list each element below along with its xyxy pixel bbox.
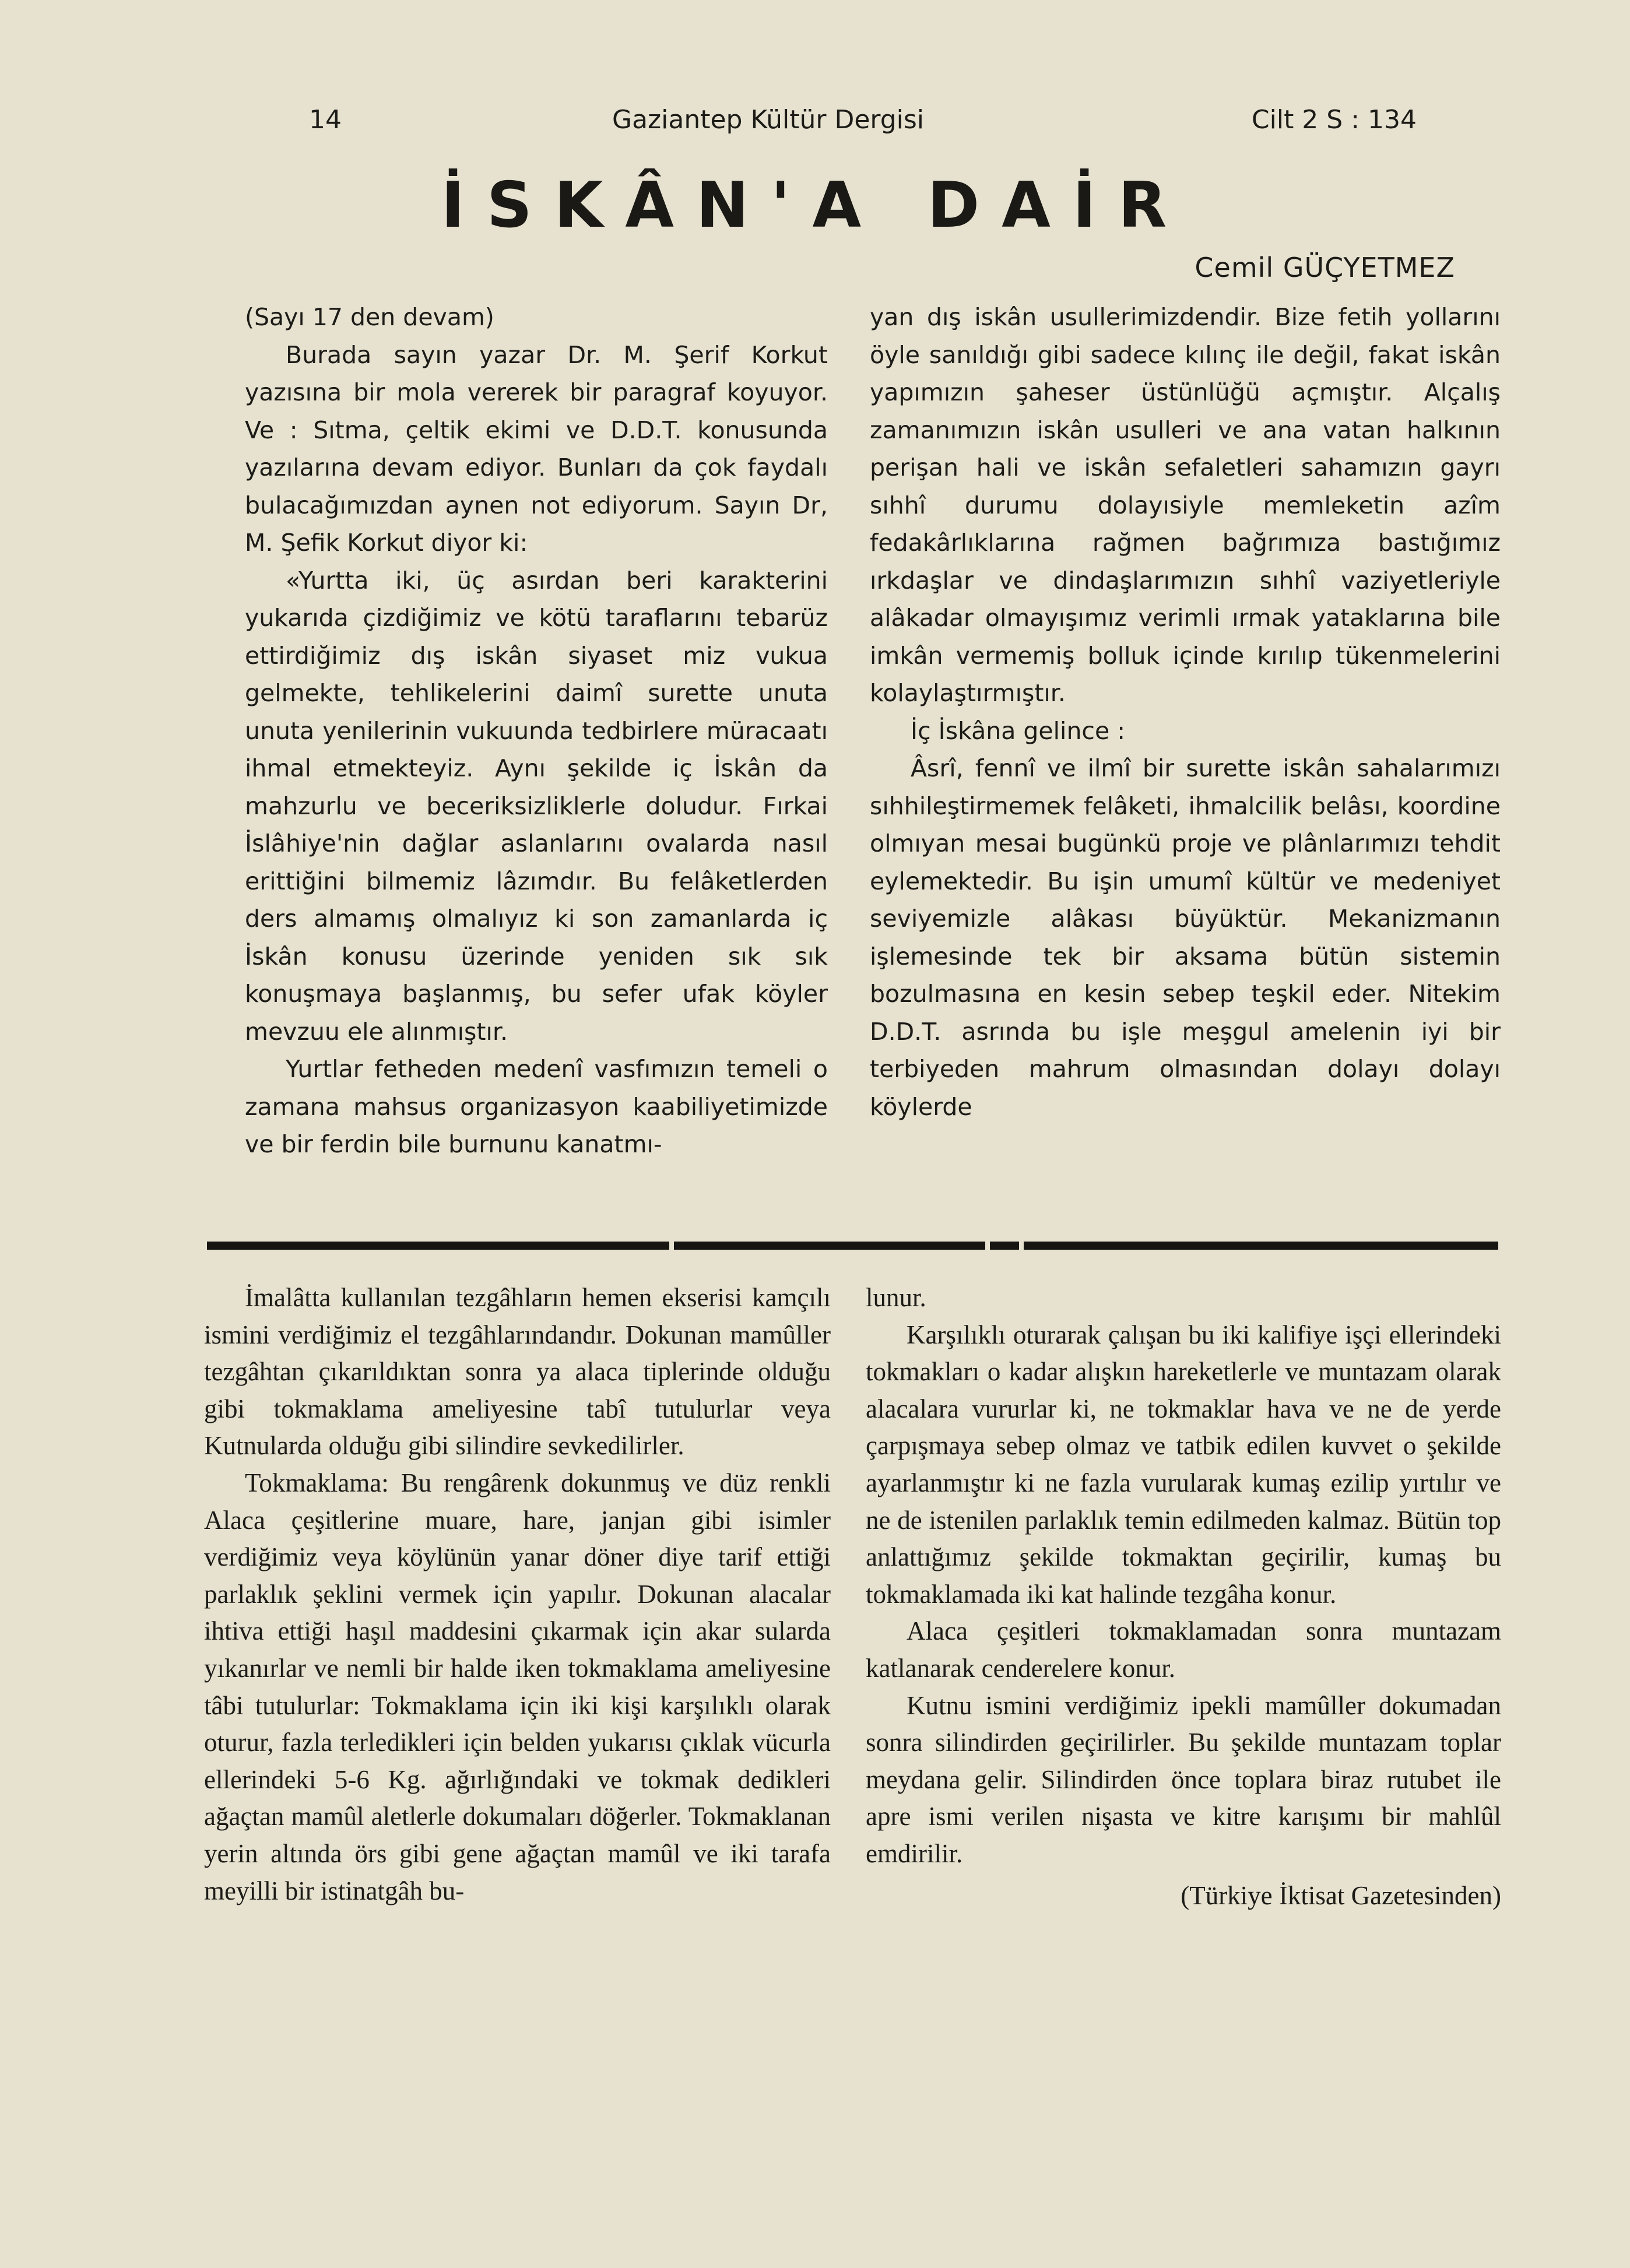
paragraph: Âsrî, fennî ve ilmî bir surette iskân sahalarımızı sıhhileştirmemek felâketi, ihmalcilik belâsı, koordine olmıyan mesai bugünkü proje ve plânlarımızı tehdit eylemektedir. Bu işin umumî kültür ve medeniyet seviyemizle alâkası büyüktür. Mekanizmanın işlemesinde tek bir aksama bütün sistemin bozulmasına en kesin sebep teşkil eder. Nitekim D.D.T. asrında bu işle meşgul amelenin iyi bir terbiyeden mahrum olmasından dolayı dolayı köylerde xyxy=(870,754,1501,1121)
paragraph: Karşılıklı oturarak çalışan bu iki kalifiye işçi ellerindeki tokmakları o kadar alışkın hareketlerle ve muntazam olarak alacalara vururlar ki, ne tokmaklar hava ve ne de yerde çarpışmaya sebep olmaz ve tatbik edilen kuvvet o şekilde ayarlanmıştır ki ne fazla vurularak kumaş ezilip yırtılır ve ne de istenilen parlaklık temin edilmeden kalmaz. Bütün top anlattığımız şekilde tokmaktan geçirilir, kumaş bu tokmaklamada iki kat halinde tezgâha konur. xyxy=(866,1320,1501,1609)
paragraph: Alaca çeşitleri tokmaklamadan sonra muntazam katlanarak cenderelere konur. xyxy=(866,1616,1501,1683)
continuation-note: (Sayı 17 den devam) xyxy=(245,303,494,331)
magazine-title: Gaziantep Kültür Dergisi xyxy=(612,105,925,135)
article-left-column xyxy=(245,298,828,1163)
second-article-right-column xyxy=(866,1279,1501,1914)
page-number: 14 xyxy=(309,105,342,135)
paragraph: Burada sayın yazar Dr. M. Şerif Korkut yazısına bir mola vererek bir paragraf koyuyor. Ve : Sıtma, çeltik ekimi ve D.D.T. konusunda yazılarına devam ediyor. Bunları da çok faydalı bulacağımızdan aynen not ediyorum. Sayın Dr, M. Şefik Korkut diyor ki: xyxy=(245,340,828,557)
article-right-column xyxy=(870,298,1501,1126)
divider-gap xyxy=(1019,1242,1024,1250)
paragraph: Kutnu ismini verdiğimiz ipekli mamûller dokumadan sonra silindirden geçirilirler. Bu şekilde muntazam toplar meydana gelir. Silindirden önce toplara biraz rutubet ile apre ismi verilen nişasta ve kitre karışımı bir mahlûl emdirilir. xyxy=(866,1690,1501,1868)
source-credit: (Türkiye İktisat Gazetesinden) xyxy=(1181,1880,1501,1910)
divider-gap xyxy=(985,1242,990,1250)
paragraph: «Yurtta iki, üç asırdan beri karakterini yukarıda çizdiğimiz ve kötü taraflarını tebarüz ettirdiğimiz dış iskân siyaset miz vukua gelmekte, tehlikelerini daimî surette unuta unuta yenilerinin vukuunda tedbirlere müracaatı ihmal etmekteyiz. Aynı şekilde iç İskân da mahzurlu ve beceriksizliklerle doludur. Fırkai İslâhiye'nin dağlar aslanlarını ovalarda nasıl erittiğini bilmemiz lâzımdır. Bu felâketlerden ders almamış olmalıyız ki son zamanlarda iç İskân konusu üzerinde yeniden sık sık konuşmaya başlanmış, bu sefer ufak köyler mevzuu ele alınmıştır. xyxy=(245,566,828,1046)
article-author: Cemil GÜÇYETMEZ xyxy=(1195,252,1455,283)
running-head xyxy=(309,105,1417,146)
paragraph: Tokmaklama: Bu rengârenk dokunmuş ve düz renkli Alaca çeşitlerine muare, hare, janjan gibi isimler verdiğimiz veya köylünün yanar döner diye tarif ettiği parlaklık şeklini vermek için yapılır. Dokunan alacalar ihtiva ettiği haşıl maddesini çıkarmak için akar sularda yıkanırlar ve nemli bir halde iken tokmaklama ameliyesine tâbi tutulurlar: Tokmaklama için iki kişi karşılıklı olarak oturur, fazla terledikleri için belden yukarısı çıklak vücurla ellerindeki 5-6 Kg. ağırlığındaki ve tokmak dedikleri ağaçtan mamûl aletlerle dokumaları döğerler. Tokmaklanan yerin altında örs gibi gene ağaçtan mamûl ve iki tarafa meyilli bir istinatgâh bu- xyxy=(204,1468,831,1905)
article-title: İSKÂN'A DAİR xyxy=(441,169,1189,242)
paragraph: yan dış iskân usullerimizdendir. Bize fetih yollarını öyle sanıldığı gibi sadece kılınç ile değil, fakat iskân yapımızın şaheser üstünlüğü açmıştır. Alçalış zamanımızın iskân usulleri ve ana vatan halkının perişan hali ve iskân sefaletleri sahamızın gayrı sıhhî durumu dolayısiyle memleketin azîm fedakârlıklarına rağmen bağrımıza bastığımız ırkdaşlar ve dindaşlarımızın sıhhî vaziyetleriyle alâkadar olmayışımız verimli ırmak yataklarına bile imkân vermemiş bolluk içinde kırılıp tükenmelerini kolaylaştırmıştır. xyxy=(870,303,1501,707)
subheading: İç İskâna gelince : xyxy=(911,716,1126,745)
divider-gap xyxy=(669,1242,674,1250)
volume-info: Cilt 2 S : 134 xyxy=(1251,105,1417,135)
section-divider xyxy=(207,1242,1498,1250)
paragraph: lunur. xyxy=(866,1283,926,1312)
paragraph: Yurtlar fetheden medenî vasfımızın temeli o zamana mahsus organizasyon kaabiliyetimizde ve bir ferdin bile burnunu kanatmı- xyxy=(245,1055,828,1158)
paragraph: İmalâtta kullanılan tezgâhların hemen ekserisi kamçılı ismini verdiğimiz el tezgâhlarındandır. Dokunan mamûller tezgâhtan çıkarıldıktan sonra ya alaca tiplerinde olduğu gibi tokmaklama ameliyesine tabî tutulurlar veya Kutnularda olduğu gibi silindire sevkedilirler. xyxy=(204,1283,831,1461)
second-article-left-column xyxy=(204,1279,831,1910)
